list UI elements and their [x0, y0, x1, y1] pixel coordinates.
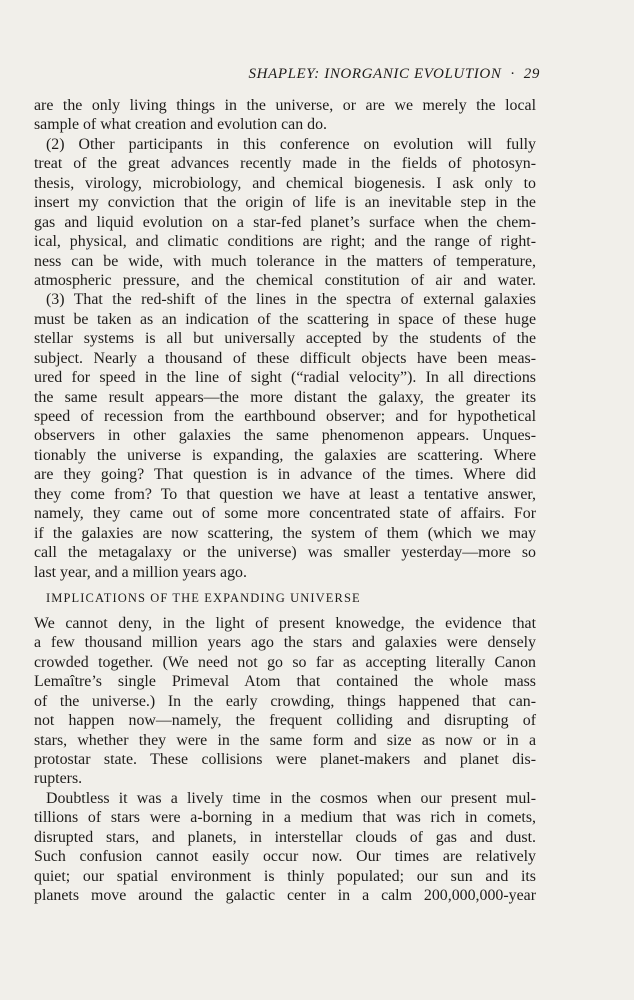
- text-line: tionably the universe is expanding, the galaxies are scattering. Where: [34, 446, 536, 464]
- text-line: planets move around the galactic center in a calm 200,000,000-year: [34, 887, 536, 905]
- text-line: tillions of stars were a-borning in a medium that was rich in comets,: [34, 809, 536, 827]
- text-line: not happen now—namely, the frequent colliding and disrupting of: [34, 712, 536, 730]
- text-line: atmospheric pressure, and the chemical constitution of air and water.: [34, 271, 536, 289]
- text-line: rupters.: [34, 770, 83, 788]
- text-line: quiet; our spatial environment is thinly populated; our sun and its: [34, 867, 536, 885]
- text-line: thesis, virology, microbiology, and chemical biogenesis. I ask only to: [34, 174, 536, 192]
- text-line: the same result appears—the more distant the galaxy, the greater its: [34, 388, 536, 406]
- text-line: stars, whether they were in the same form and size as now or in a: [34, 731, 536, 749]
- header-separator: ·: [510, 66, 515, 82]
- text-line: speed of recession from the earthbound observer; and for hypothetical: [34, 408, 536, 425]
- text-line: ical, physical, and climatic conditions are right; and the range of right-: [34, 233, 536, 251]
- text-line: (3) That the red-shift of the lines in the spectra of external galaxies: [46, 291, 536, 309]
- text-line: namely, they came out of some more concentrated state of affairs. For: [34, 505, 536, 523]
- text-line: are the only living things in the universe, or are we merely the local: [34, 97, 536, 114]
- text-line: ured for speed in the line of sight (“radial velocity”). In all directions: [34, 369, 536, 387]
- text-line: treat of the great advances recently made in the fields of photosyn-: [34, 155, 536, 173]
- text-line: crowded together. (We need not go so far as accepting literally Canon: [34, 653, 536, 671]
- running-head: [200, 66, 540, 83]
- text-line: ness can be wide, with much tolerance in the matters of temperature,: [34, 252, 536, 270]
- text-line: sample of what creation and evolution can do.: [34, 116, 327, 134]
- text-line: protostar state. These collisions were planet-makers and planet dis-: [34, 751, 536, 768]
- text-line: We cannot deny, in the light of present knowedge, the evidence that: [34, 614, 536, 632]
- text-line: insert my conviction that the origin of life is an inevitable step in the: [34, 194, 536, 212]
- text-line: observers in other galaxies the same phenomenon appears. Unques-: [34, 427, 536, 445]
- text-line: if the galaxies are now scattering, the system of them (which we may: [34, 524, 536, 542]
- paragraph-2: [34, 135, 536, 291]
- text-line: gas and liquid evolution on a star-fed planet’s surface when the chem-: [34, 213, 536, 231]
- text-line: Lemaître’s single Primeval Atom that contained the whole mass: [34, 673, 536, 691]
- text-line: stellar systems is all but universally accepted by the students of the: [34, 330, 536, 348]
- text-line: disrupted stars, and planets, in interstellar clouds of gas and dust.: [34, 828, 536, 846]
- text-line: of the universe.) In the early crowding, things happened that can-: [34, 692, 536, 710]
- text-line: Such confusion cannot easily occur now. Our times are relatively: [34, 848, 536, 866]
- paragraph-3: [34, 290, 536, 582]
- text-line: last year, and a million years ago.: [34, 563, 247, 581]
- text-line: must be taken as an indication of the scattering in space of these huge: [34, 310, 536, 328]
- text-line: (2) Other participants in this conference on evolution will fully: [46, 135, 536, 153]
- text-line: are they going? That question is in advance of the times. Where did: [34, 466, 536, 484]
- body-text: [34, 96, 536, 906]
- paragraph-4: [34, 614, 536, 789]
- text-line: they come from? To that question we have at least a tentative answer,: [34, 485, 536, 503]
- text-line: call the metagalaxy or the universe) was smaller yesterday—more so: [34, 544, 536, 562]
- text-line: a few thousand million years ago the stars and galaxies were densely: [34, 634, 536, 652]
- page-number: 29: [523, 66, 540, 82]
- running-title: SHAPLEY: INORGANIC EVOLUTION: [248, 66, 502, 82]
- section-heading: IMPLICATIONS OF THE EXPANDING UNIVERSE: [46, 590, 361, 605]
- paragraph-1: [34, 96, 536, 135]
- paragraph-5: [34, 789, 536, 906]
- text-line: subject. Nearly a thousand of these difficult objects have been meas-: [34, 349, 536, 367]
- text-line: Doubtless it was a lively time in the cosmos when our present mul-: [46, 789, 536, 807]
